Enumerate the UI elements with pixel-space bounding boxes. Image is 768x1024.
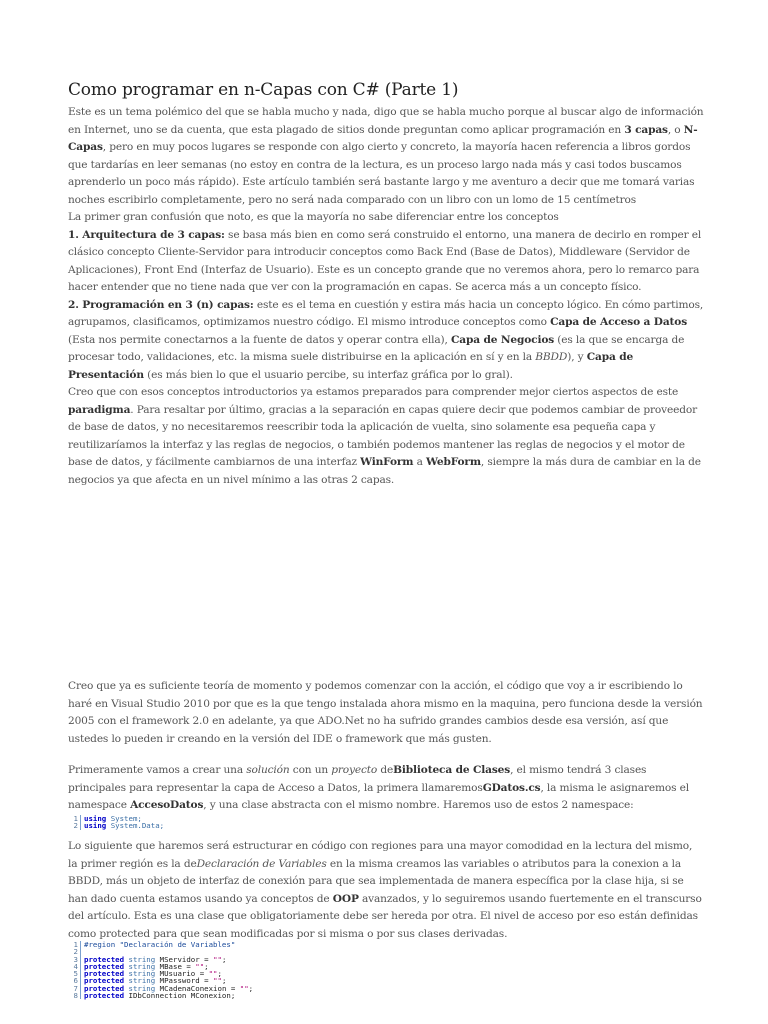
bold-text: Capa de Presentación xyxy=(68,351,634,381)
paragraph: 2. Programación en 3 (n) capas: este es el tema en cuestión y estira más hacia un concepto lógico. En cómo partimos, agrupamos, clasificamos, optimizamos nuestro código. El mismo introduce conceptos como Capa de Acceso a Datos (Esta nos permite conectarnos a la fuente de datos y operar contra ella), Capa de Negocios (es la que se encarga de procesar todo, validaciones, etc. la misma suele distribuirse en la aplicación en sí y en la BBDD), y Capa de Presentación (es más bien lo que el usuario percibe, su interfaz gráfica por lo gral). xyxy=(68,298,704,381)
line-number: 4 xyxy=(73,961,78,971)
bold-text: N-Capas xyxy=(68,123,698,153)
code-text: #region "Declaración de Variables" xyxy=(80,941,235,948)
paragraph: Creo que con esos conceptos introductorios ya estamos preparados para comprender mejor ciertos aspectos de este paradigma. Para resaltar por último, gracias a la separación en capas quiere decir que podemos cambiar de proveedor de base de datos, y no necesitaremos reescribir toda la aplicación de vuelta, sino solamente esa pequeña capa y reutilizaríamos la interfaz y las reglas de negocios, o también podemos mantener las reglas de negocios y el motor de base de datos, y fácilmente cambiarnos de una interfaz WinForm a WebForm, siempre la más dura de cambiar en la de negocios ya que afecta en un nivel mínimo a las otras 2 capas. xyxy=(68,386,701,486)
code-text: protected string MBase = ""; xyxy=(80,963,209,970)
theory-paragraph: Creo que ya es suficiente teoría de momento y podemos comenzar con la acción, el código que voy a ir escribiendo lo haré en Visual Studio 2010 por que es la que tengo instalada ahora mismo en la maquina, pero funciona desde la versión 2005 con el framework 2.0 en adelante, ya que ADO.Net no ha sufrido grandes cambios desde esa versión, así que ustedes lo pueden ir creando en la versión del IDE o framework que más gusten. xyxy=(68,680,703,745)
bold-text: OOP xyxy=(332,892,359,905)
line-number: 7 xyxy=(73,983,78,993)
bold-text: Capa de Negocios xyxy=(450,333,555,346)
line-number: 3 xyxy=(73,954,78,964)
solution-paragraph: Primeramente vamos a crear una solución con un proyecto deBiblioteca de Clases, el mismo tendrá 3 clases principales para representar la capa de Acceso a Datos, la primera llamaremosGDatos.cs, la misma le asignaremos el namespace AccesoDatos, y una clase abstracta con el mismo nombre. Haremos uso de estos 2 namespace: xyxy=(68,764,689,811)
line-number: 6 xyxy=(73,976,78,986)
code-text: using System.Data; xyxy=(80,822,164,829)
bold-text: WinForm xyxy=(360,456,414,468)
code-line xyxy=(68,941,708,948)
code-text: using System; xyxy=(80,815,142,822)
code-text: protected IDbConnection MConexion; xyxy=(80,992,235,999)
code-snippet-usings xyxy=(68,815,708,830)
line-number: 8 xyxy=(73,991,78,1001)
line-number: 2 xyxy=(73,821,78,831)
code-text: protected string MServidor = ""; xyxy=(80,956,226,963)
paragraph: Este es un tema polémico del que se habla mucho y nada, digo que se habla mucho porque al buscar algo de información en Internet, uno se da cuenta, que esta plagado de sitios donde preguntan como aplicar programación en 3 capas, o N-Capas, pero en muy pocos lugares se responde con algo cierto y concreto, la mayoría hacen referencia a libros gordos que tardarías en leer semanas (no estoy en contra de la lectura, es un proceso largo nada más y casi todos buscamos aprenderlo un poco más rápido). Este artículo también será bastante largo y me aventuro a decir que me tomará varias noches escribirlo completamente, pero no será nada comparado con un libro con un lomo de 15 centímetros xyxy=(68,106,704,206)
italic-text: Declaración de Variables xyxy=(196,857,327,870)
italic-text: proyecto xyxy=(331,764,378,776)
italic-text: BBDD xyxy=(535,351,568,363)
code-snippet-variables xyxy=(68,941,708,999)
bold-text: AccesoDatos xyxy=(130,799,204,811)
bold-text: Capa de Acceso a Datos xyxy=(550,316,688,328)
bold-text: GDatos.cs xyxy=(482,781,541,794)
italic-text: solución xyxy=(246,764,290,776)
code-text: protected string MPassword = ""; xyxy=(80,977,226,984)
paragraph: 1. Arquitectura de 3 capas: se basa más bien en como será construido el entorno, una manera de decirlo en romper el clásico concepto Cliente-Servidor para introducir conceptos como Back End (Base de Datos), Middleware (Servidor de Aplicaciones), Front End (Interfaz de Usuario). Este es un concepto grande que no veremos ahora, pero lo remarco para hacer entender que no tiene nada que ver con la programación en capas. Se acerca más a un concepto físico. xyxy=(68,228,702,293)
code-text: protected string MUsuario = ""; xyxy=(80,970,222,977)
code-line xyxy=(68,992,708,999)
bold-text: 3 capas xyxy=(624,123,668,136)
bold-text: WebForm xyxy=(425,456,481,468)
bold-text: paradigma xyxy=(68,403,131,416)
bold-text: 2. Programación en 3 (n) capas: xyxy=(68,298,254,311)
regions-paragraph: Lo siguiente que haremos será estructurar en código con regiones para una mayor comodidad en la lectura del mismo, la primer región es la deDeclaración de Variables en la misma creamos las variables o atributos para la conexion a la BBDD, más un objeto de interfaz de conexión para que sea implementada de manera específica por la clase hija, si se han dado cuenta estamos usando ya conceptos de OOP avanzados, y lo seguiremos usando fuertemente en el transcurso del artículo. Esta es una clase que obligatoriamente debe ser hereda por otra. El nivel de acceso por eso están definidas como protected para que sean modificadas por si misma o por sus clases derivadas. xyxy=(68,840,702,940)
bold-text: 1. Arquitectura de 3 capas: xyxy=(68,228,225,241)
line-number: 5 xyxy=(73,969,78,979)
intro-section xyxy=(68,104,704,489)
code-line xyxy=(68,822,708,829)
code-text: protected string MCadenaConexion = ""; xyxy=(80,985,253,992)
line-number: 2 xyxy=(73,947,78,957)
article-title: Como programar en n-Capas con C# (Parte 1) xyxy=(68,80,459,100)
paragraph: La primer gran confusión que noto, es que la mayoría no sabe diferenciar entre los conceptos xyxy=(68,211,559,223)
line-number: 1 xyxy=(73,940,78,949)
bold-text: Biblioteca de Clases xyxy=(393,764,511,776)
line-number: 1 xyxy=(73,814,78,823)
